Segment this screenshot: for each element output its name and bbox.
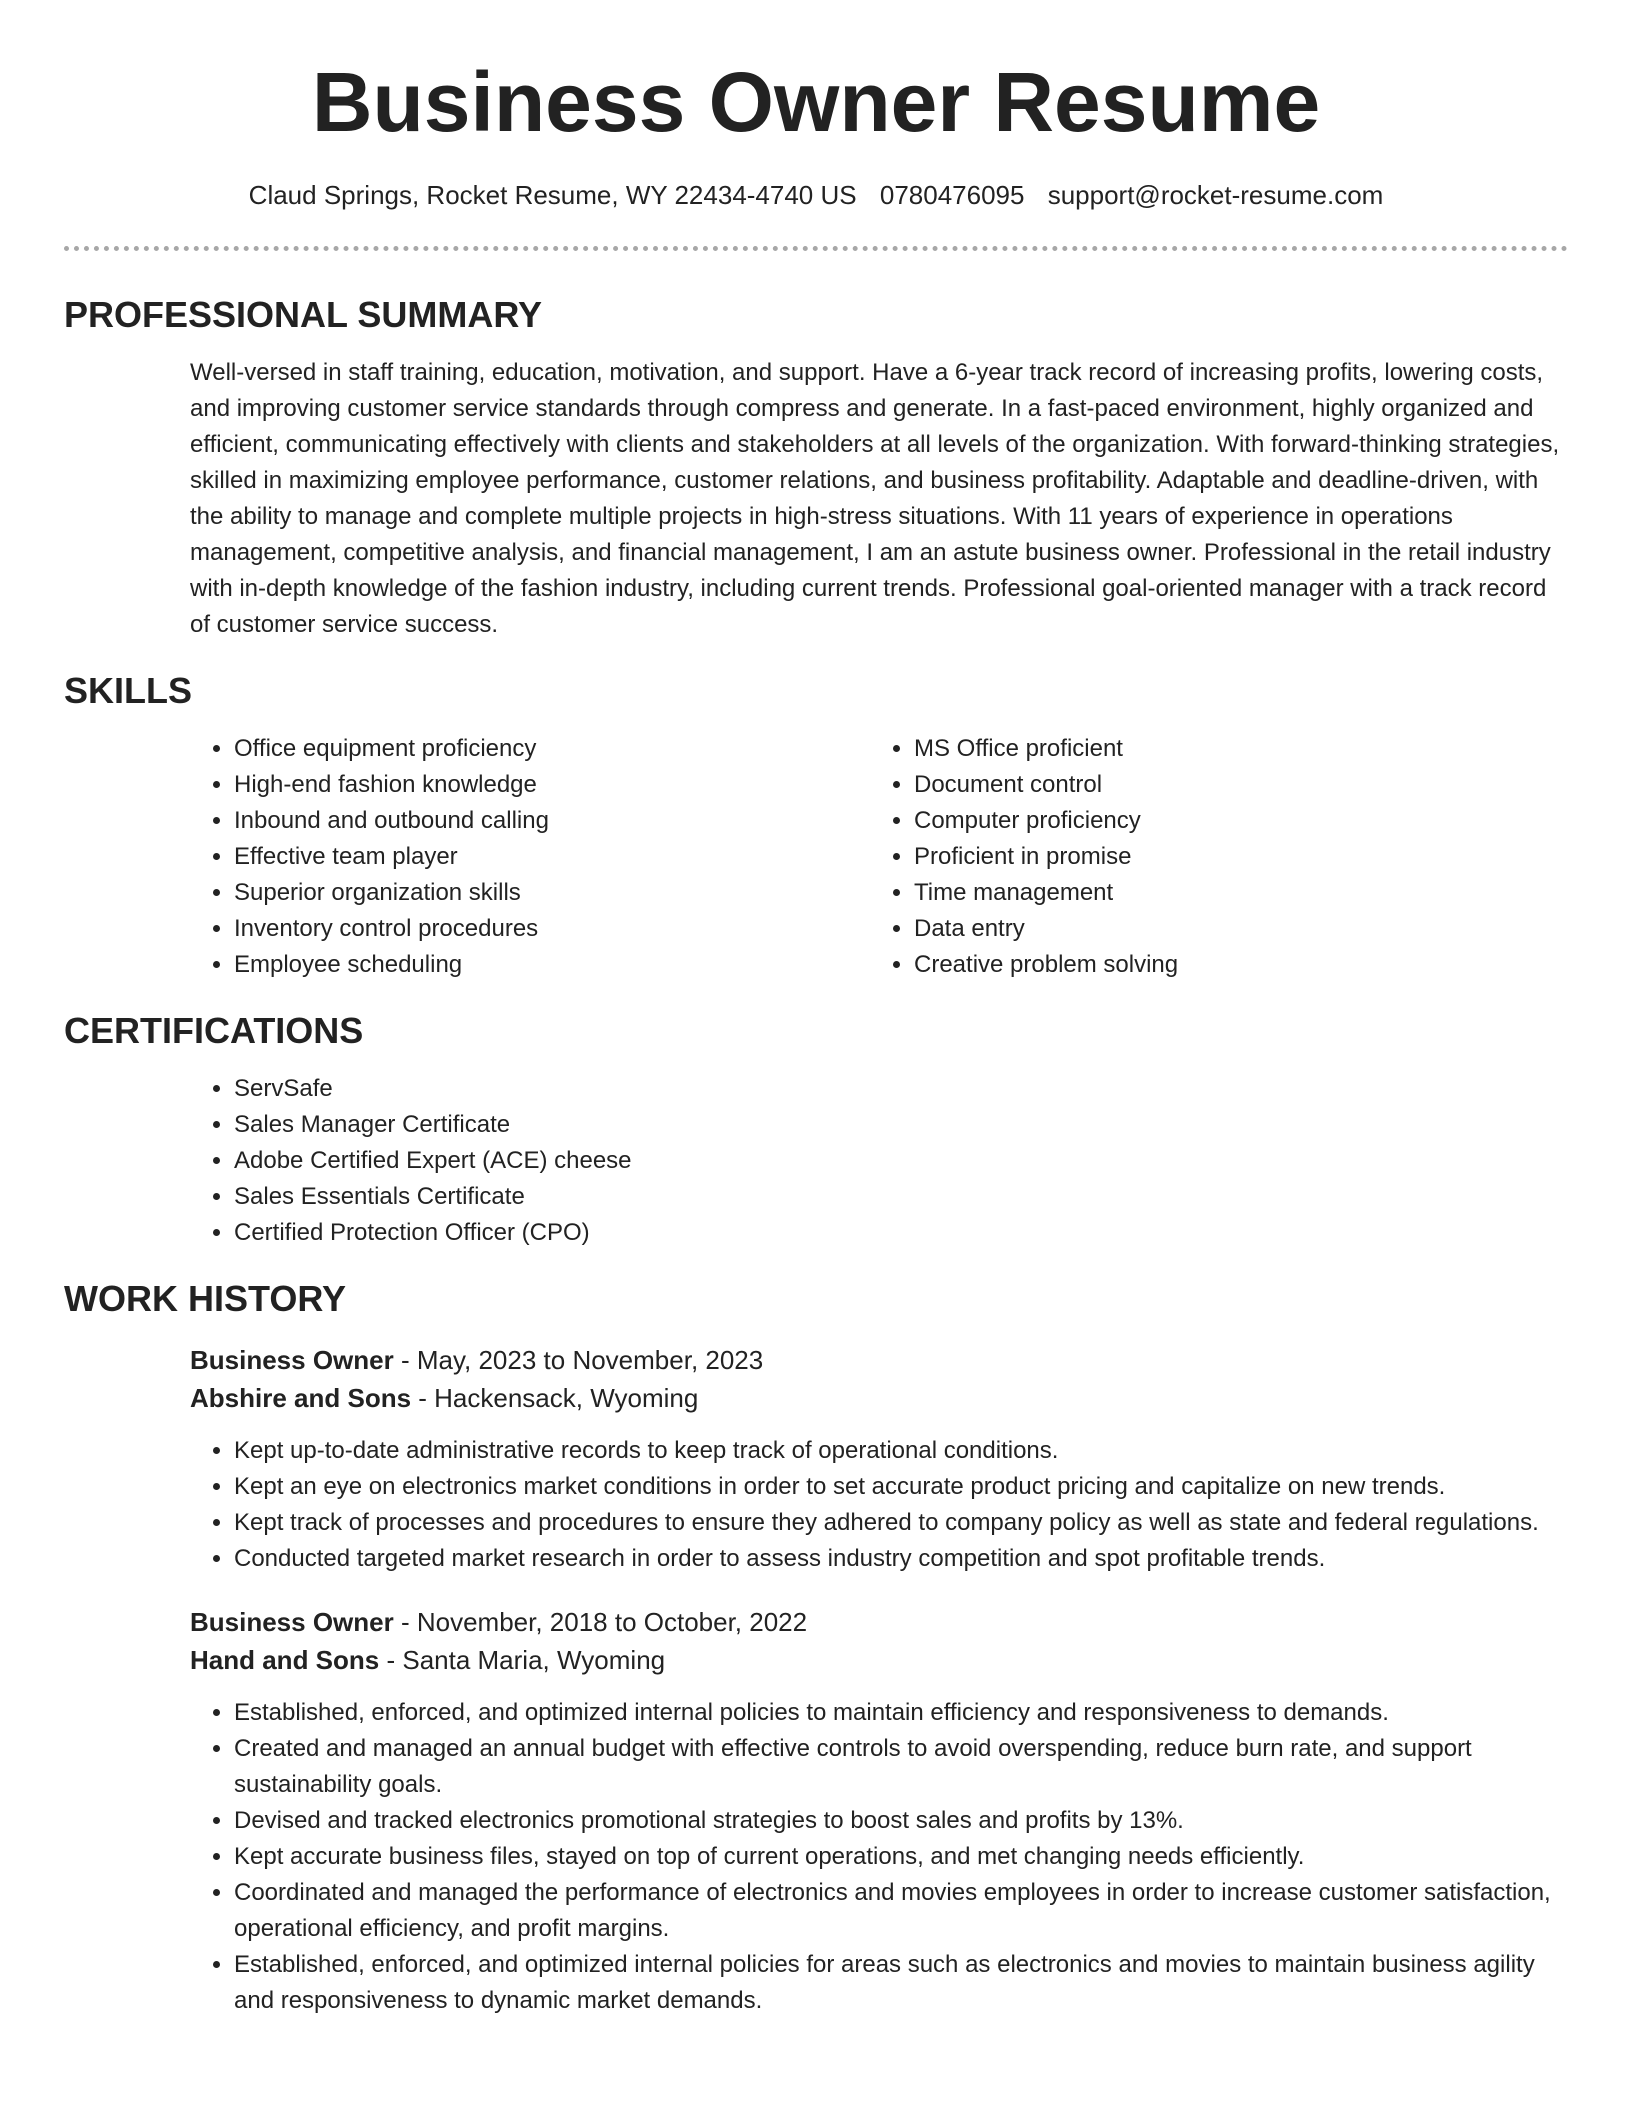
job-bullet: • Created and managed an annual budget with effective controls to avoid overspending, reduce burn rate, and support sustainability goals.: [234, 1731, 1560, 1803]
certification-item: • Sales Essentials Certificate: [234, 1179, 1568, 1215]
skill-item: • Computer proficiency: [914, 803, 1550, 839]
skill-item: • Inbound and outbound calling: [234, 803, 870, 839]
certifications-heading: CERTIFICATIONS: [64, 1010, 364, 1051]
job-dates: - November, 2018 to October, 2022: [393, 1607, 808, 1637]
job-company: Hand and Sons: [190, 1645, 380, 1675]
job-bullet: • Kept an eye on electronics market conditions in order to set accurate product pricing and capitalize on new trends.: [234, 1469, 1560, 1505]
certifications-list: [190, 1071, 1568, 1251]
job-dates: - May, 2023 to November, 2023: [393, 1345, 764, 1375]
job-location: - Hackensack, Wyoming: [411, 1383, 699, 1413]
skill-item: • Creative problem solving: [914, 947, 1550, 983]
job-company: Abshire and Sons: [190, 1383, 412, 1413]
contact-address: Claud Springs, Rocket Resume, WY 22434-4740 US: [248, 180, 857, 210]
skill-item: • Data entry: [914, 911, 1550, 947]
job-title-line: [190, 1603, 1560, 1641]
job-title: Business Owner: [190, 1345, 394, 1375]
skill-item: • MS Office proficient: [914, 731, 1550, 767]
job-bullet: • Coordinated and managed the performance of electronics and movies employees in order to increase customer satisfaction, operational efficiency, and profit margins.: [234, 1875, 1560, 1947]
skills-columns: [190, 731, 1568, 983]
job-bullet: • Conducted targeted market research in order to assess industry competition and spot profitable trends.: [234, 1541, 1560, 1577]
skills-heading: SKILLS: [64, 670, 193, 711]
skills-column-right: [870, 731, 1550, 983]
job-entry: [190, 1341, 1560, 1577]
skills-list-left: [190, 731, 870, 983]
job-bullet: • Kept up-to-date administrative records to keep track of operational conditions.: [234, 1433, 1560, 1469]
skills-column-left: [190, 731, 870, 983]
contact-line: [64, 178, 1568, 212]
job-bullets: [190, 1695, 1560, 2019]
job-title: Business Owner: [190, 1607, 394, 1637]
job-entry: [190, 1603, 1560, 2019]
skill-item: • Office equipment proficiency: [234, 731, 870, 767]
summary-heading: PROFESSIONAL SUMMARY: [64, 294, 543, 335]
skill-item: • Effective team player: [234, 839, 870, 875]
certification-item: • Adobe Certified Expert (ACE) cheese: [234, 1143, 1568, 1179]
skill-item: • Employee scheduling: [234, 947, 870, 983]
resume-title: Business Owner Resume: [311, 55, 1321, 149]
skill-item: • Superior organization skills: [234, 875, 870, 911]
job-bullets: [190, 1433, 1560, 1577]
certification-item: • Certified Protection Officer (CPO): [234, 1215, 1568, 1251]
header-divider: [64, 246, 1568, 251]
job-bullet: • Established, enforced, and optimized internal policies for areas such as electronics and movies to maintain business agility and responsiveness to dynamic market demands.: [234, 1947, 1560, 2019]
resume-page: [64, 0, 1568, 2019]
job-bullet: • Devised and tracked electronics promotional strategies to boost sales and profits by 13%.: [234, 1803, 1560, 1839]
contact-phone: 0780476095: [879, 180, 1025, 210]
contact-email: support@rocket-resume.com: [1047, 180, 1384, 210]
job-bullet: • Established, enforced, and optimized internal policies to maintain efficiency and responsiveness to demands.: [234, 1695, 1560, 1731]
skills-list-right: [870, 731, 1550, 983]
skill-item: • Document control: [914, 767, 1550, 803]
certification-item: • Sales Manager Certificate: [234, 1107, 1568, 1143]
certification-item: • ServSafe: [234, 1071, 1568, 1107]
summary-text: Well-versed in staff training, education, motivation, and support. Have a 6-year track record of increasing profits, lowering costs, and improving customer service standards through compress and generate. In a fast-paced environment, highly organized and efficient, communicating effectively with clients and stakeholders at all levels of the organization. With forward-thinking strategies, skilled in maximizing employee performance, customer relations, and business profitability. Adaptable and deadline-driven, with the ability to manage and complete multiple projects in high-stress situations. With 11 years of experience in operations management, competitive analysis, and financial management, I am an astute business owner. Professional in the retail industry with in-depth knowledge of the fashion industry, including current trends. Professional goal-oriented manager with a track record of customer service success.: [190, 359, 1560, 638]
skill-item: • High-end fashion knowledge: [234, 767, 870, 803]
job-title-line: [190, 1341, 1560, 1379]
job-company-line: [190, 1379, 1560, 1417]
skill-item: • Time management: [914, 875, 1550, 911]
work-history-heading: WORK HISTORY: [64, 1278, 347, 1319]
job-location: - Santa Maria, Wyoming: [379, 1645, 666, 1675]
job-company-line: [190, 1641, 1560, 1679]
job-bullet: • Kept track of processes and procedures to ensure they adhered to company policy as well as state and federal regulations.: [234, 1505, 1560, 1541]
job-bullet: • Kept accurate business files, stayed on top of current operations, and met changing needs efficiently.: [234, 1839, 1560, 1875]
skill-item: • Inventory control procedures: [234, 911, 870, 947]
skill-item: • Proficient in promise: [914, 839, 1550, 875]
